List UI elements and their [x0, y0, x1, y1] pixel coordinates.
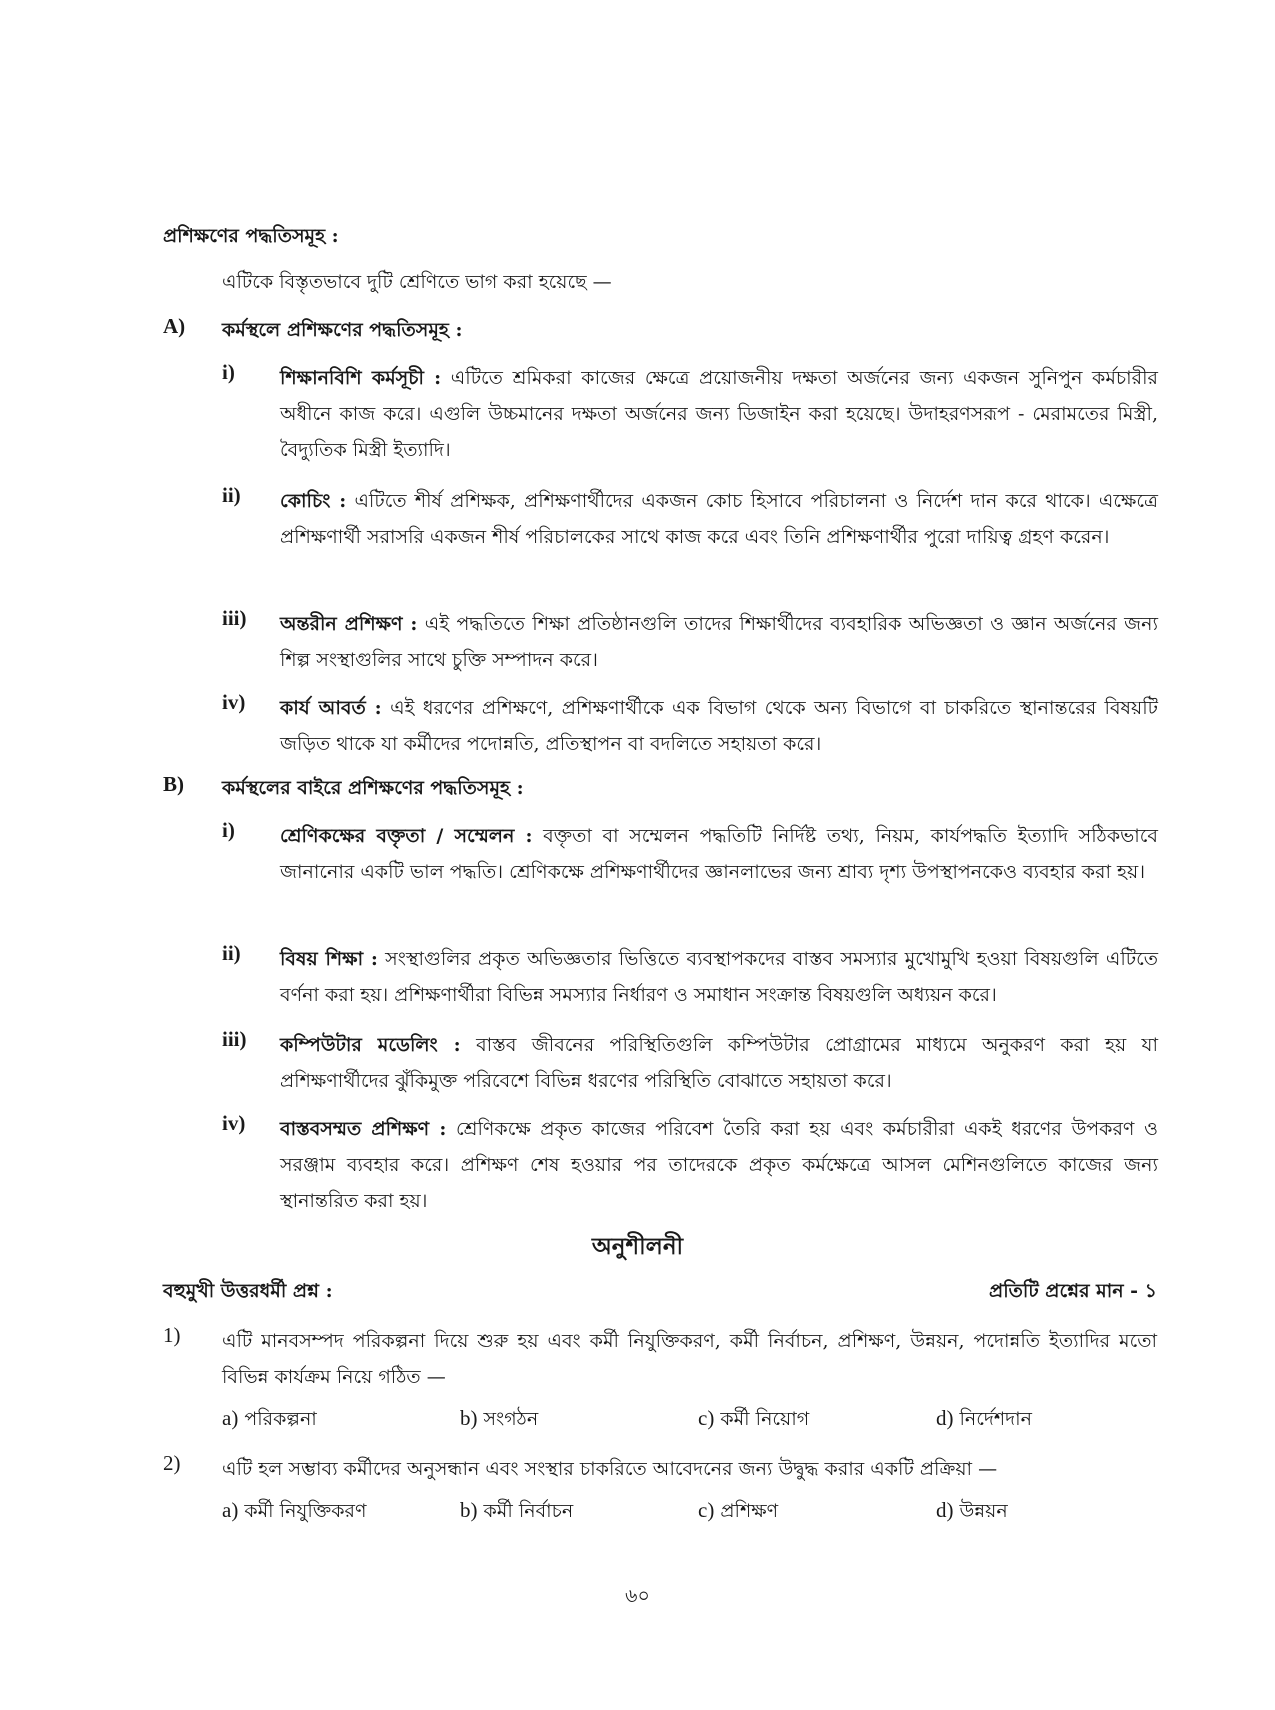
option-text: প্রশিক্ষণ — [720, 1500, 779, 1522]
section-heading: প্রশিক্ষণের পদ্ধতিসমূহ : — [163, 225, 339, 247]
option-text: নির্দেশদান — [959, 1408, 1032, 1430]
item-term: বাস্তবসম্মত প্রশিক্ষণ : — [280, 1118, 447, 1140]
item-body — [280, 941, 1158, 1013]
option-text: কর্মী নির্বাচন — [483, 1500, 574, 1522]
item-body — [280, 690, 1158, 762]
question-text: এটি হল সম্ভাব্য কর্মীদের অনুসন্ধান এবং সংস্থার চাকরিতে আবেদনের জন্য উদ্বুদ্ধ করার একটি প্রক্রিয়া — — [222, 1458, 998, 1480]
item-body — [280, 360, 1158, 468]
option — [698, 1497, 778, 1529]
question-text: এটি মানবসম্পদ পরিকল্পনা দিয়ে শুরু হয় এবং কর্মী নিযুক্তিকরণ, কর্মী নির্বাচন, প্রশিক্ষণ, উন্নয়ন, পদোন্নতি ইত্যাদির মতো বিভিন্ন কার্যক্রম নিয়ে গঠিত — — [222, 1330, 1157, 1388]
item-term: কম্পিউটার মডেলিং : — [280, 1034, 461, 1056]
item-term: বিষয় শিক্ষা : — [280, 948, 378, 970]
option-letter: b) — [460, 1406, 478, 1430]
option — [698, 1405, 809, 1437]
item-marker: i) — [222, 818, 235, 842]
question-number: 2) — [163, 1451, 181, 1475]
option-letter: d) — [936, 1498, 954, 1522]
item-term: কোচিং : — [280, 490, 347, 512]
option-letter: c) — [698, 1498, 715, 1522]
option — [222, 1497, 367, 1529]
item-text: এই ধরণের প্রশিক্ষণে, প্রশিক্ষণার্থীকে এক বিভাগ থেকে অন্য বিভাগে বা চাকরিতে স্থানান্তরের বিষয়টি জড়িত থাকে যা কর্মীদের পদোন্নতি, প্রতিস্থাপন বা বদলিতে সহায়তা করে। — [280, 697, 1159, 755]
option-letter: a) — [222, 1498, 239, 1522]
option — [222, 1405, 317, 1437]
item-term: শিক্ষানবিশি কর্মসূচী : — [280, 367, 442, 389]
item-marker: i) — [222, 360, 235, 384]
item-marker: iv) — [222, 1111, 246, 1135]
option-text: উন্নয়ন — [959, 1500, 1008, 1522]
option-text: সংগঠন — [483, 1408, 539, 1430]
item-text: এই পদ্ধতিতে শিক্ষা প্রতিষ্ঠানগুলি তাদের শিক্ষার্থীদের ব্যবহারিক অভিজ্ঞতা ও জ্ঞান অর্জনের জন্য শিল্প সংস্থাগুলির সাথে চুক্তি সম্পাদন করে। — [280, 613, 1158, 671]
item-text: শ্রেণিকক্ষে প্রকৃত কাজের পরিবেশ তৈরি করা হয় এবং কর্মচারীরা একই ধরণের উপকরণ ও সরঞ্জাম ব্যবহার করে। প্রশিক্ষণ শেষ হওয়ার পর তাদেরকে প্রকৃত কর্মক্ষেত্রে আসল মেশিনগুলিতে কাজের জন্য স্থানান্তরিত করা হয়। — [280, 1118, 1158, 1212]
option — [460, 1405, 538, 1437]
item-text: বাস্তব জীবনের পরিস্থিতিগুলি কম্পিউটার প্রোগ্রামের মাধ্যমে অনুকরণ করা হয় যা প্রশিক্ষণার্থীদের ঝুঁকিমুক্ত পরিবেশে বিভিন্ন ধরণের পরিস্থিতি বোঝাতে সহায়তা করে। — [280, 1034, 1159, 1092]
item-text: এটিতে শ্রমিকরা কাজের ক্ষেত্রে প্রয়োজনীয় দক্ষতা অর্জনের জন্য একজন সুনিপুন কর্মচারীর অধীনে কাজ করে। এগুলি উচ্চমানের দক্ষতা অর্জনের জন্য ডিজাইন করা হয়েছে। উদাহরণসরূপ - মেরামতের মিস্ত্রী, বৈদ্যুতিক মিস্ত্রী ইত্যাদি। — [280, 367, 1158, 461]
section-a-marker: A) — [163, 314, 186, 338]
section-b-marker: B) — [163, 772, 184, 796]
question-options — [222, 1497, 1157, 1527]
option-letter: a) — [222, 1406, 239, 1430]
option-letter: b) — [460, 1498, 478, 1522]
item-term: কার্য আবর্ত : — [280, 697, 382, 719]
option-letter: c) — [698, 1406, 715, 1430]
option — [936, 1405, 1032, 1437]
item-text: বক্তৃতা বা সম্মেলন পদ্ধতিটি নির্দিষ্ট তথ্য, নিয়ম, কার্যপদ্ধতি ইত্যাদি সঠিকভাবে জানানোর একটি ভাল পদ্ধতি। শ্রেণিকক্ষে প্রশিক্ষণার্থীদের জ্ঞানলাভের জন্য শ্রাব্য দৃশ্য উপস্থাপনকেও ব্যবহার করা হয়। — [280, 825, 1158, 883]
option-letter: d) — [936, 1406, 954, 1430]
item-text: সংস্থাগুলির প্রকৃত অভিজ্ঞতার ভিত্তিতে ব্যবস্থাপকদের বাস্তব সমস্যার মুখোমুখি হওয়া বিষয়গুলি এটিতে বর্ণনা করা হয়। প্রশিক্ষণার্থীরা বিভিন্ন সমস্যার নির্ধারণ ও সমাধান সংক্রান্ত বিষয়গুলি অধ্যয়ন করে। — [280, 948, 1158, 1006]
option-text: কর্মী নিয়োগ — [720, 1408, 810, 1430]
item-marker: iii) — [222, 606, 247, 630]
question-number: 1) — [163, 1323, 181, 1347]
item-marker: ii) — [222, 941, 241, 965]
item-marker: iv) — [222, 690, 246, 714]
option-text: কর্মী নিযুক্তিকরণ — [244, 1500, 367, 1522]
item-marker: ii) — [222, 483, 241, 507]
item-term: শ্রেণিকক্ষের বক্তৃতা / সম্মেলন : — [280, 825, 533, 847]
section-a-title: কর্মস্থলে প্রশিক্ষণের পদ্ধতিসমূহ : — [222, 319, 463, 341]
item-body — [280, 1111, 1158, 1219]
item-term: অন্তরীন প্রশিক্ষণ : — [280, 613, 418, 635]
mcq-marks: প্রতিটি প্রশ্নের মান - ১ — [989, 1280, 1157, 1302]
option-text: পরিকল্পনা — [244, 1408, 317, 1430]
option — [460, 1497, 573, 1529]
page-number: ৬০ — [625, 1585, 650, 1607]
item-marker: iii) — [222, 1027, 247, 1051]
item-body — [280, 483, 1158, 555]
item-text: এটিতে শীর্ষ প্রশিক্ষক, প্রশিক্ষণার্থীদের একজন কোচ হিসাবে পরিচালনা ও নির্দেশ দান করে থাকে। এক্ষেত্রে প্রশিক্ষণার্থী সরাসরি একজন শীর্ষ পরিচালকের সাথে কাজ করে এবং তিনি প্রশিক্ষণার্থীর পুরো দায়িত্ব গ্রহণ করেন। — [280, 490, 1159, 548]
mcq-heading: বহুমুখী উত্তরধর্মী প্রশ্ন : — [163, 1280, 333, 1302]
item-body — [280, 1027, 1158, 1099]
item-body — [280, 606, 1158, 678]
exercise-title: অনুশীলনী — [591, 1233, 684, 1260]
intro-text: এটিকে বিস্তৃতভাবে দুটি শ্রেণিতে ভাগ করা হয়েছে — — [222, 271, 612, 293]
question-options — [222, 1405, 1157, 1435]
option — [936, 1497, 1008, 1529]
section-b-title: কর্মস্থলের বাইরে প্রশিক্ষণের পদ্ধতিসমূহ : — [222, 777, 524, 799]
item-body — [280, 818, 1158, 890]
